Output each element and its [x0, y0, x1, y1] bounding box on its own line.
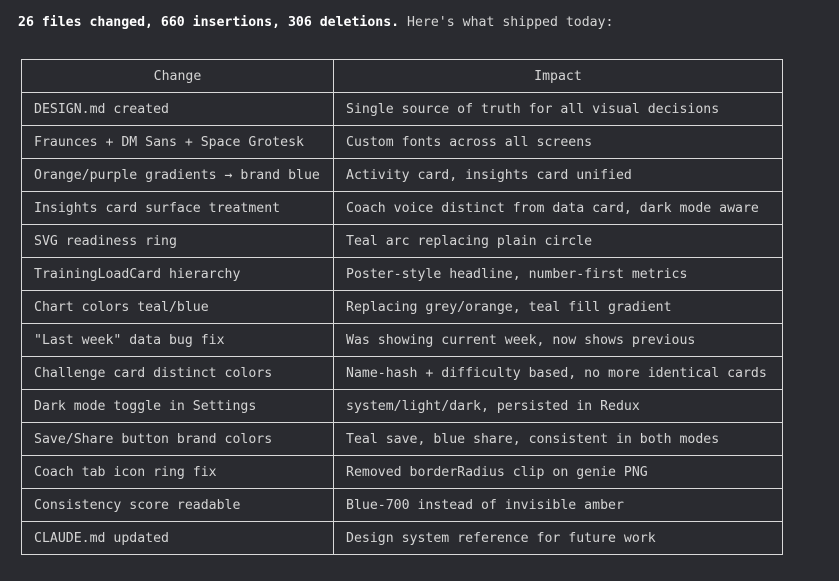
impact-cell: Removed borderRadius clip on genie PNG [334, 456, 783, 489]
table-row [22, 93, 783, 126]
table-row [22, 291, 783, 324]
table-row [22, 489, 783, 522]
impact-cell: Was showing current week, now shows previous [334, 324, 783, 357]
impact-cell: Poster-style headline, number-first metrics [334, 258, 783, 291]
impact-cell: Blue-700 instead of invisible amber [334, 489, 783, 522]
summary-line [18, 15, 613, 30]
impact-cell: Single source of truth for all visual decisions [334, 93, 783, 126]
impact-cell: Custom fonts across all screens [334, 126, 783, 159]
change-cell: DESIGN.md created [22, 93, 334, 126]
table-row [22, 390, 783, 423]
impact-cell: Name-hash + difficulty based, no more identical cards [334, 357, 783, 390]
summary-text: Here's what shipped today: [399, 15, 614, 30]
change-cell: CLAUDE.md updated [22, 522, 334, 555]
change-cell: Chart colors teal/blue [22, 291, 334, 324]
changes-table [21, 59, 783, 555]
summary-stats: 26 files changed, 660 insertions, 306 deletions. [18, 15, 400, 30]
change-cell: Challenge card distinct colors [22, 357, 334, 390]
impact-cell: Replacing grey/orange, teal fill gradient [334, 291, 783, 324]
header-change: Change [22, 60, 334, 93]
table-row [22, 522, 783, 555]
table-row [22, 126, 783, 159]
change-cell: "Last week" data bug fix [22, 324, 334, 357]
table-row [22, 258, 783, 291]
table-row [22, 159, 783, 192]
table-header-row [22, 60, 783, 93]
impact-cell: Activity card, insights card unified [334, 159, 783, 192]
change-cell: Save/Share button brand colors [22, 423, 334, 456]
table-row [22, 225, 783, 258]
change-cell: Orange/purple gradients → brand blue [22, 159, 334, 192]
impact-cell: Coach voice distinct from data card, dark mode aware [334, 192, 783, 225]
change-cell: Coach tab icon ring fix [22, 456, 334, 489]
change-cell: Insights card surface treatment [22, 192, 334, 225]
header-impact: Impact [334, 60, 783, 93]
change-cell: Dark mode toggle in Settings [22, 390, 334, 423]
impact-cell: Design system reference for future work [334, 522, 783, 555]
impact-cell: Teal arc replacing plain circle [334, 225, 783, 258]
table-row [22, 192, 783, 225]
change-cell: TrainingLoadCard hierarchy [22, 258, 334, 291]
table-row [22, 423, 783, 456]
change-cell: Fraunces + DM Sans + Space Grotesk [22, 126, 334, 159]
impact-cell: system/light/dark, persisted in Redux [334, 390, 783, 423]
table-row [22, 357, 783, 390]
change-cell: Consistency score readable [22, 489, 334, 522]
change-cell: SVG readiness ring [22, 225, 334, 258]
table-row [22, 456, 783, 489]
table-row [22, 324, 783, 357]
impact-cell: Teal save, blue share, consistent in both modes [334, 423, 783, 456]
